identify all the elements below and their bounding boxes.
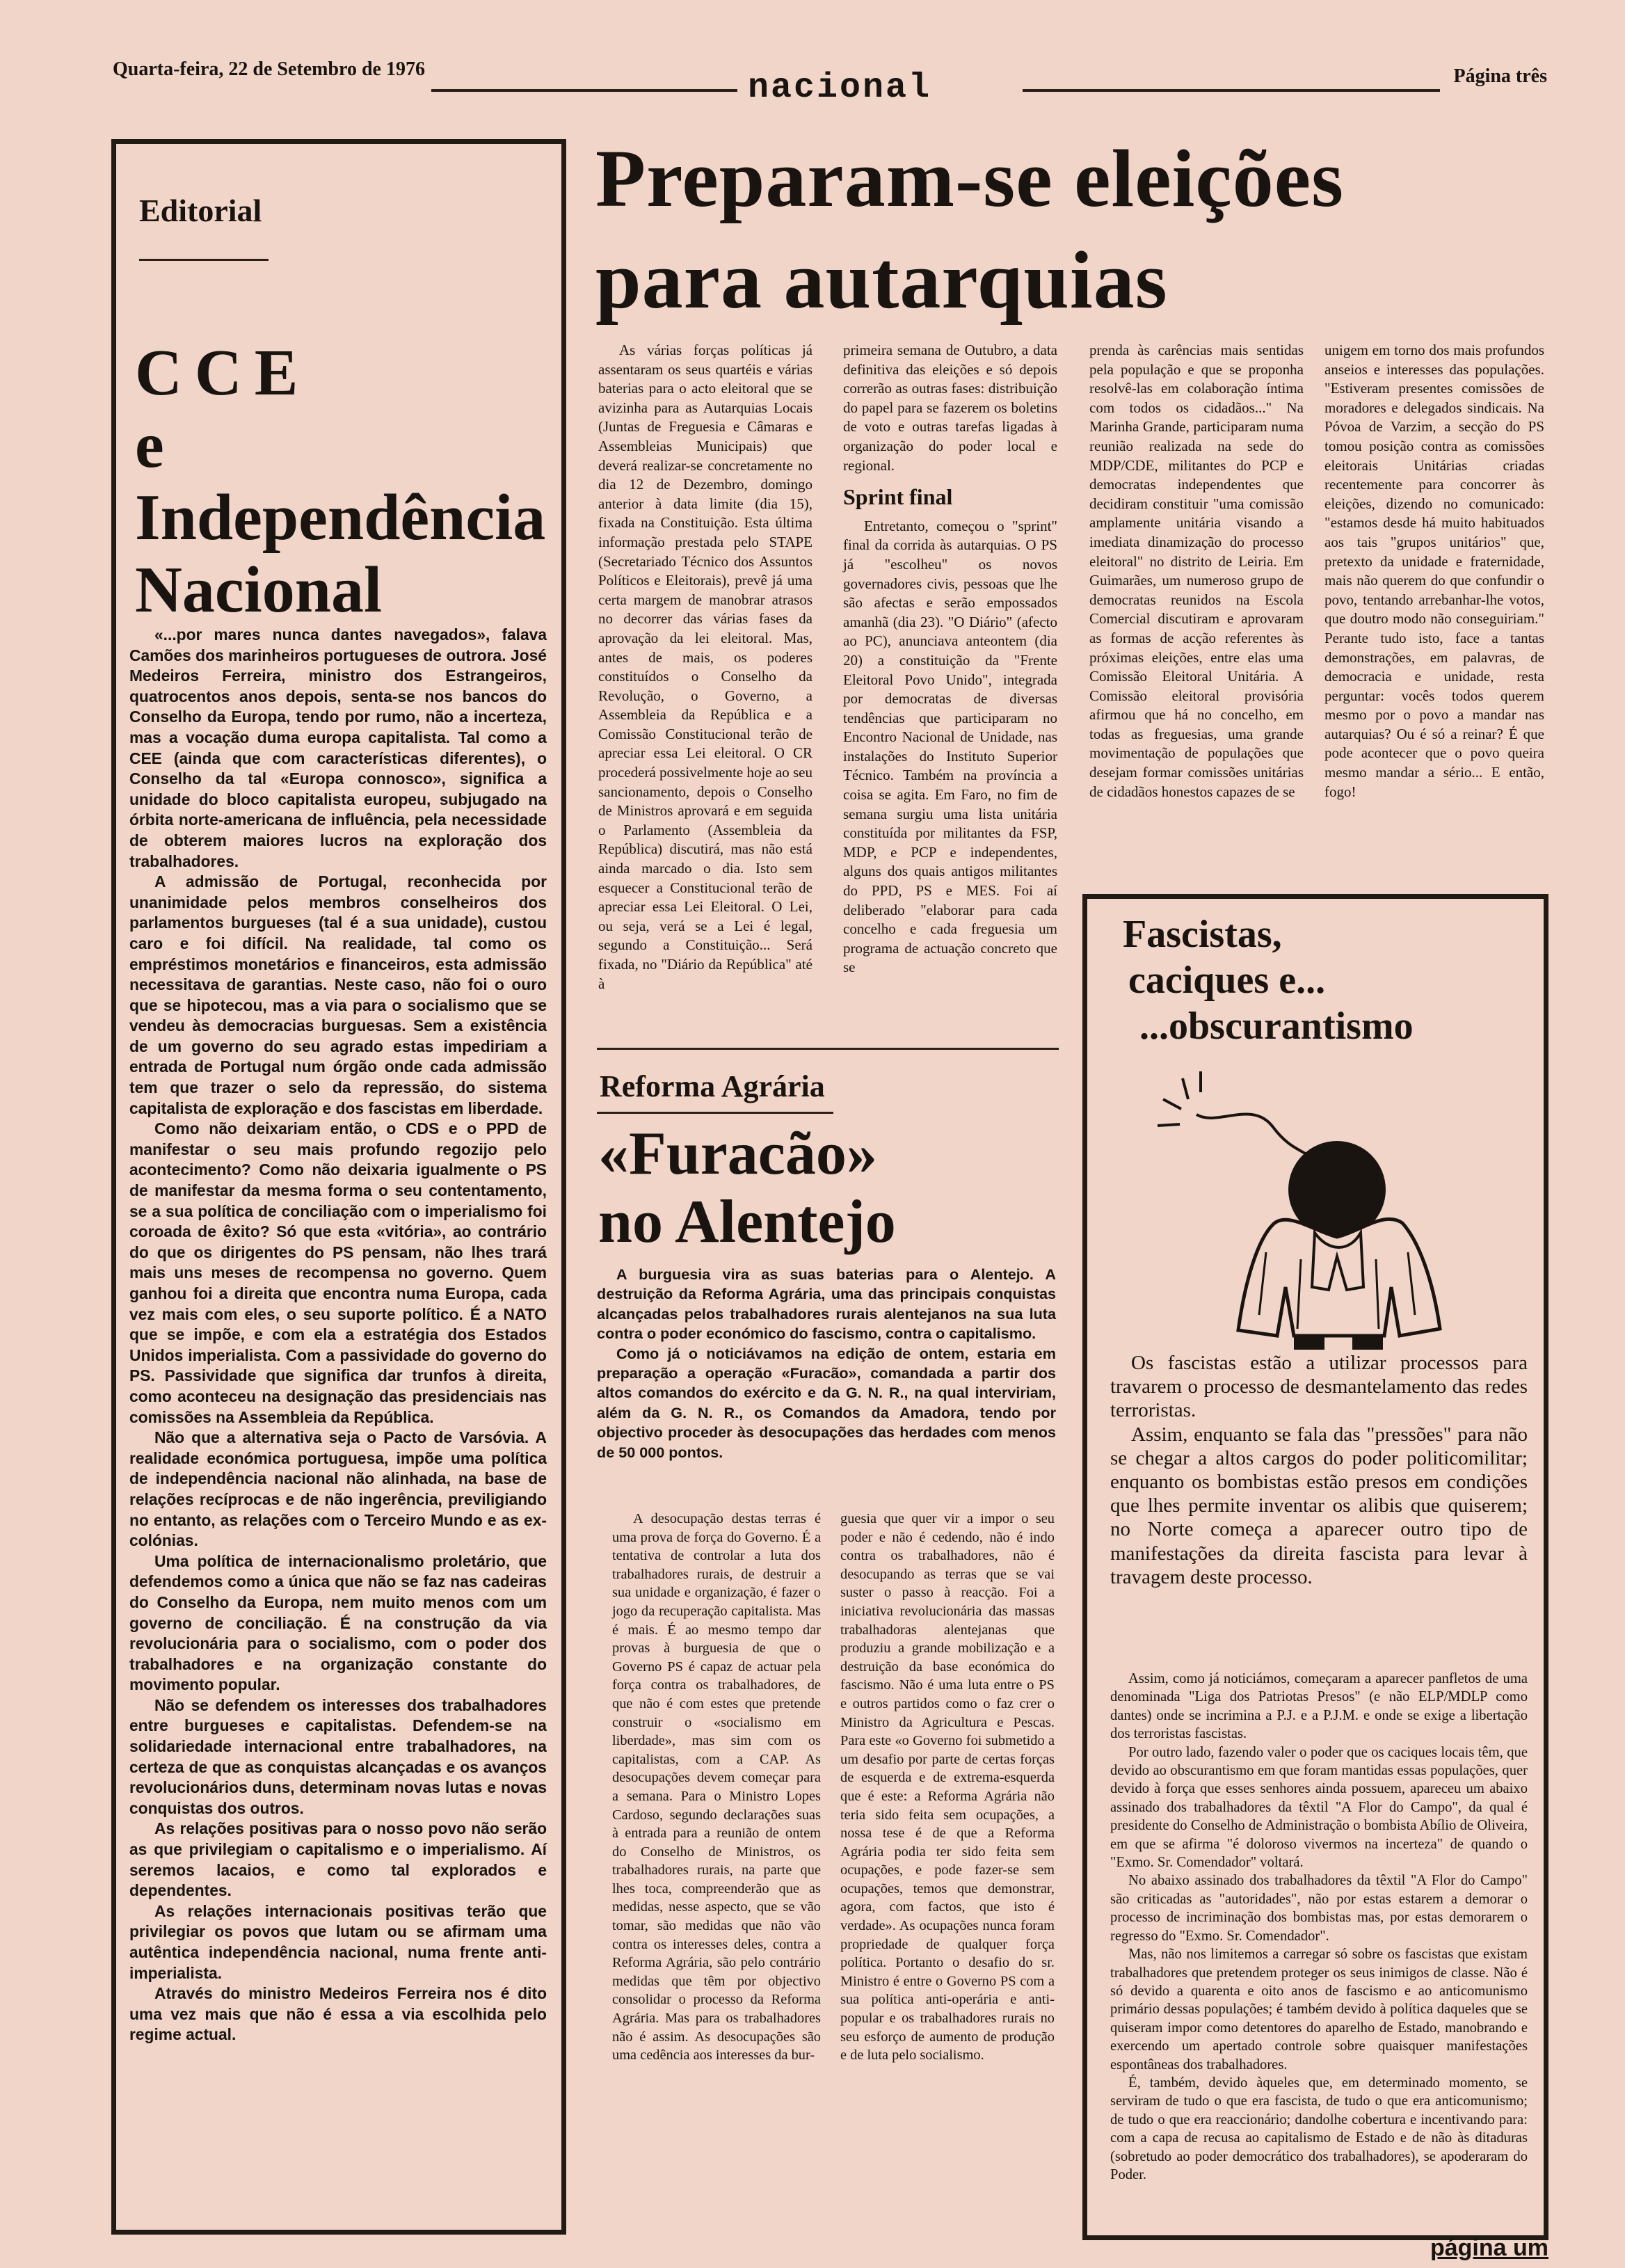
editorial-paragraph: Como não deixariam então, o CDS e o PPD de manifestar o seu mais profundo regozijo pelo acontecimento? Como não deixaria igualmente o PS de manifestar da mesma forma o seu contentamento, se a sua política de conciliação com o imperialismo foi coroada de êxito? Só que esta «vitória», ao contrário do que os dirigentes do PS pensam, não lhes trará mais uns meses de recompensa no governo. Quem ganhou foi a direita que encontra numa Europa, cada vez mais com eles, o seu suporte político. É a NATO que se impõe, e com ela a estratégia dos Estados Unidos imperialista. Com a passividade do governo do PS. Passividade que significa dar trunfos à direita, como aconteceu na designação das presidenciais nas comissões na Assembleia da República. [129,1119,547,1426]
fascistas-paragraph: Assim, como já noticiámos, começaram a aparecer panfletos de uma denominada "Liga dos Patriotas Presos" (e não ELP/MDLP como dantes) onde se incrimina a P.J. e a P.J.M. e onde se exige a libertação dos terroristas fascistas. [1110,1671,1528,1742]
reforma-title-line2: no Alentejo [598,1188,896,1256]
editorial-paragraph: Não se defendem os interesses dos trabalhadores entre burgueses e capitalistas. Defendem-se na solidariedade internacional entre trabalhadores, na certeza de que as conquistas alcançadas e os avanços revolucionários duns, determinam novas lutas e novas conquistas dos outros. [129,1695,547,1817]
fascistas-lead-paragraph: Os fascistas estão a utilizar processos para travarem o processo de desmantelamento das redes terroristas. [1110,1352,1528,1422]
main-article-column-1 [598,341,812,993]
article-paragraph: Entretanto, começou o "sprint" final da corrida às autarquias. O PS já "escolheu" os novos governadores civis, pessoas que lhe são afectas e serão empossados amanhã (dia 23). "O Diário" (afecto ao PC), anunciava anteontem (dia 20) a constituição da "Frente Eleitoral Povo Unido", integrada por democratas de diversas tendências que participaram no Encontro Nacional de Unidade, nas instalações do Instituto Superior Técnico. Também na província a coisa se agita. Em Faro, no fim de semana surgiu uma lista unitária constituída por militantes da FSP, MDP, e PCP e independentes, alguns dos quais antigos militantes do PPD, PS e MES. Foi aí deliberado "elaborar para cada concelho e cada freguesia um programa de actuação concreto que se [843,517,1057,976]
reforma-title [598,1120,896,1256]
reforma-column-2 [840,1510,1055,2065]
reforma-paragraph: guesia que quer vir a impor o seu poder e não é cedendo, não é indo contra os trabalhadores, não é desocupando as terras que se vai suster o passo à reacção. Foi a iniciativa revolucionária das massas trabalhadoras alentejanas que produziu a grande mobilização e a destruição da base económica do fascismo. Não é uma luta entre o PS e outros partidos como o faz crer o Ministro da Agricultura e Pescas. Para este «o Governo foi submetido a um desafio por parte de certas forças de esquerda e de extrema-esquerda que é este: a Reforma Agrária não teria sido feita sem ocupações, a nossa tese é de que a Reforma Agrária podia ter sido feita sem ocupações, e pode fazer-se sem ocupações, temos que demonstrar, agora, com factos, que isto é verdade». As ocupações nunca foram propriedade de qualquer força política. Portanto o desafio do sr. Ministro é entre o Governo PS com a sua política anti-operária e anti-popular e os trabalhadores rurais no seu esforço de aumento de produção e de luta pelo socialismo. [840,1511,1055,2063]
article-paragraph: prenda às carências mais sentidas pela população e que se proponha resolvê-las em colaboração íntima com todos os cidadãos..." Na Marinha Grande, participaram numa reunião realizada na sede do MDP/CDE, militantes do PCP e democratas independentes que decidiram constituir "uma comissão amplamente unitária visando a imediata dinamização do processo eleitoral" no distrito de Leiria. Em Guimarães, um numeroso grupo de democratas reunidos na Escola Comercial discutiram e aprovaram as formas de acção referentes às próximas eleições, entre elas uma Comissão Eleitoral Unitária. A Comissão eleitoral provisória afirmou que há no concelho, em todas as freguesias, uma grande movimentação de populações que desejam formar comissões unitárias de cidadãos honestos capazes de se [1089,342,1304,800]
coat-icon [1238,1219,1440,1336]
editorial-title-line1: CCE [135,337,311,409]
editorial-title-line3: Nacional [135,554,383,626]
main-article-column-4 [1324,341,1544,801]
reforma-intro [597,1265,1056,1462]
right-leg-icon [1352,1334,1383,1350]
header-rule-left [431,89,737,92]
editorial-title-line2: e Independência [135,409,546,554]
article-paragraph: unigem em torno dos mais profundos anseios e interesses das populações. "Estiveram presentes comissões de moradores e delegados sindicais. Na Póvoa de Varzim, a secção do PS tomou posição contra as comissões eleitorais Unitárias criadas recentemente para concorrer às eleições, dizendo no comunicado: "estamos desde há muito habituados aos tais "grupos unitários" que, pretexto da unidade e fraternidade, mais não querem do que confundir o povo, tentando arrebanhar-lhe votos, que doutro modo não conseguiriam." Perante tudo isto, face a tantas demonstrações, em palavras, de democracia e unidade, resta perguntar: vocês todos querem mesmo por o povo a mandar nas autarquias? Ou é só a reinar? É que pode acontecer que o povo queira mesmo mandar a sério... E então, fogo! [1324,342,1544,800]
editorial-paragraph: «...por mares nunca dantes navegados», falava Camões dos marinheiros portugueses de outrora. José Medeiros Ferreira, ministro dos Estrangeiros, quatrocentos anos depois, senta-se nos bancos do Conselho da Europa, tendo por rumo, não a incerteza, mas a vocação duma europa capitalista. Tal como a CEE (ainda que com características diferentes), o Conselho da tal «Europa connosco», significa a unidade do bloco capitalista europeu, subjugado na órbita norte-americana de influência, pela necessidade de obterem maiores lucros na exploração dos trabalhadores. [129,625,547,870]
date-line: Quarta-feira, 22 de Setembro de 1976 [113,58,425,80]
reforma-kicker: Reforma Agrária [600,1069,825,1103]
fascistas-lead-paragraph: Assim, enquanto se fala das "pressões" para não se chegar a altos cargos do poder politicomilitar; enquanto os bombistas estão presos em condições que lhes permite inventar os alibis que quiserem; no Norte começa a aparecer outro tipo de manifestações da direita fascista para levar à travagem deste processo. [1110,1423,1528,1588]
editorial-body [129,625,547,2045]
main-article-column-3 [1089,341,1304,801]
main-headline-line2: para autarquias [595,234,1168,326]
editorial-paragraph: A admissão de Portugal, reconhecida por unanimidade pelos membros conselheiros dos parlamentos burgueses (tal é a sua unidade), custou caro e foi difícil. Na realidade, tal como os empréstimos monetários e financeiros, esta admissão necessitava de garantias. Neste caso, não foi o ouro que se hipotecou, mas a via para o socialismo que se vendeu às democracias burguesas. Sem a existência de um governo do seu agrado estas impediriam a entrada de Portugal num órgão onde cada admissão tem que trazer o selo da repressão, do sistema capitalista de exploração e dos fascistas em liberdade. [129,872,547,1117]
editorial-label: Editorial [139,193,262,228]
fascistas-paragraph: No abaixo assinado dos trabalhadores da têxtil "A Flor do Campo" são criticadas as "autoridades", não por estas estarem a demorar o processo de incriminação dos bombistas mas, por estas demorarem o regresso do "Exmo. Sr. Comendador". [1110,1873,1528,1944]
spark-icon [1158,1071,1322,1169]
fascistas-lead [1110,1351,1528,1589]
editorial-paragraph: As relações internacionais positivas terão que privilegiar os povos que lutam ou se afirmam uma autêntica independência nacional, numa frente anti-imperialista. [129,1901,547,1982]
page-number: Página três [1453,65,1547,87]
fascistas-paragraph: Por outro lado, fazendo valer o poder que os caciques locais têm, que devido ao obscurantismo em que foram mantidas essas populações, quer devido à força que esses senhores ainda possuem, apareceu um abaixo assinado dos trabalhadores da têxtil "A Flor do Campo", da qual é presidente do Conselho de Administração o bombista Abílio de Oliveira, em que se afirma "é doloroso vivermos na incerteza" de quando o "Exmo. Sr. Comendador" voltará. [1110,1744,1528,1871]
fascistas-paragraph: Mas, não nos limitemos a carregar só sobre os fascistas que existam trabalhadores que pretendem proteger os seus inimigos de classe. Não é só devido a quarenta e oito anos de fascismo e ao anticomunismo primário dessas populações; é também devido à política daqueles que se quiseram impor como detentores do aparelho de Estado, manobrando e exercendo um apertado controle sobre quaisquer manifestações espontâneas dos trabalhadores. [1110,1947,1528,2073]
editorial-paragraph: Uma política de internacionalismo proletário, que defendemos como a única que não se faz nas cadeiras do Conselho da Europa, nem muito menos com um governo de conciliação. É na construção da via revolucionária para o socialismo, com o poder dos trabalhadores e na organização constante do movimento popular. [129,1551,547,1694]
subheading-sprint-final: Sprint final [843,484,953,510]
header-rule-right [1023,89,1440,92]
fascistas-title-line3: ...obscurantismo [1139,1005,1414,1048]
left-leg-icon [1294,1334,1324,1350]
reforma-title-line1: «Furacão» [598,1120,877,1188]
article-paragraph: As várias forças políticas já assentaram os seus quartéis e várias baterias para o acto eleitoral que se avizinha para as Autarquias Locais (Juntas de Freguesia e Câmaras e Assembleias Municipais) que deverá realizar-se concretamente no dia 12 de Dezembro, domingo anterior à data limite (dia 15), fixada na Constituição. Esta última informação prestada pelo STAPE (Secretariado Técnico dos Assuntos Políticos e Eleitorais), prevê já uma certa margem de manobrar atrasos no decorrer das várias fases da aprovação da lei eleitoral. Mas, antes de mais, os poderes constituídos o Conselho da Revolução, o Governo, a Assembleia da República e a Comissão Constitucional terão de apreciar essa Lei eleitoral. O CR procederá possivelmente hoje ao seu sancionamento, depois o Conselho de Ministros aprovará e em seguida o Parlamento (Assembleia da República) discutirá, mas não está ainda marcado o dia. Isto sem esquecer a Constitucional terão de apreciar essa Lei Eleitoral. O Lei, ou seja, verá se a Lei é legal, segundo a Constituição... Será fixada, no "Diário da República" até à [598,342,812,992]
section-name: nacional [748,68,932,108]
fascistas-title [1123,911,1414,1049]
continuation-link[interactable]: página um [1430,2235,1548,2261]
reforma-intro-paragraph: A burguesia vira as suas baterias para o Alentejo. A destruição da Reforma Agrária, uma das principais conquistas alcançadas pelos trabalhadores rurais alentejanos na sua luta contra o poder económico do fascismo, contra o capitalismo. [597,1265,1056,1343]
fascistas-title-line1: Fascistas, [1123,913,1282,956]
editorial-paragraph: Não que a alternativa seja o Pacto de Varsóvia. A realidade económica portuguesa, impõe uma política de independência nacional não alinhada, na base de relações recíprocas e de não ingerência, previligiando no entanto, as relações com o Terceiro Mundo e as ex-colónias. [129,1428,547,1550]
main-headline-line1: Preparam-se eleições [595,133,1345,224]
main-headline [595,128,1569,331]
fascistas-title-line2: caciques e... [1128,959,1326,1002]
fascistas-body [1110,1670,1528,2184]
bomb-figure-illustration [1155,1051,1461,1350]
reforma-paragraph: A desocupação destas terras é uma prova de força do Governo. É a tentativa de controlar a luta dos trabalhadores rurais, de destruir a sua unidade e organização, é fazer o jogo da recuperação capitalista. Mas é mais. É ao mesmo tempo dar provas à burguesia de que o Governo PS é capaz de actuar pela força contra os trabalhadores, de que não é com estes que pretende construir o «socialismo em liberdade», mas sim com os capitalistas, com a CAP. As desocupações devem começar para a semana. Para o Ministro Lopes Cardoso, segundo declarações suas à entrada para a reunião de ontem do Conselho de Ministros, os trabalhadores rurais, na parte que lhes toca, compreenderão que as medidas, nesse aspecto, que se vão tomar, são medidas que não vão contra os interesses deles, contra a Reforma Agrária, são pelo contrário medidas que têm por objectivo consolidar o processo da Reforma Agrária. Mas para os trabalhadores não é assim. As desocupações são uma cedência aos interesses da bur- [612,1511,821,2063]
fascistas-paragraph: É, também, devido àqueles que, em determinado momento, se serviram de tudo o que era fascista, de tudo o que era anticomunismo; de tudo o que era reaccionário; dandolhe cobertura e incentivando para: com a capa de recusa ao capitalismo de Estado e de não às ditaduras (sobretudo ao poder democrático dos trabalhadores), se apoderaram do Poder. [1110,2075,1528,2182]
editorial-paragraph: As relações positivas para o nosso povo não serão as que privilegiam o capitalismo e o imperialismo. Aí seremos lacaios, e como tal explorados e dependentes. [129,1819,547,1900]
editorial-rule [139,259,269,261]
reforma-column-1 [612,1510,821,2065]
editorial-title [135,337,552,626]
article-paragraph: primeira semana de Outubro, a data definitiva das eleições e só depois correrão as outras fases: distribuição do papel para se fazerem os boletins de voto e outras tarefas ligadas à organização do poder local e regional. [843,342,1057,474]
main-article-column-2 [843,341,1057,977]
reforma-intro-paragraph: Como já o noticiávamos na edição de ontem, estaria em preparação a operação «Furacão», comandada a partir dos altos comandos do exército e da G. N. R., na qual interviriam, além da G. N. R., os Comandos da Amadora, tendo por objectivo proceder às desocupações das herdades com menos de 50 000 pontos. [597,1344,1056,1461]
main-article-bottom-rule [597,1048,1059,1050]
reforma-kicker-rule [597,1112,833,1114]
editorial-paragraph: Através do ministro Medeiros Ferreira nos é dito uma vez mais que não é essa a via escolhida pelo regime actual. [129,1984,547,2044]
